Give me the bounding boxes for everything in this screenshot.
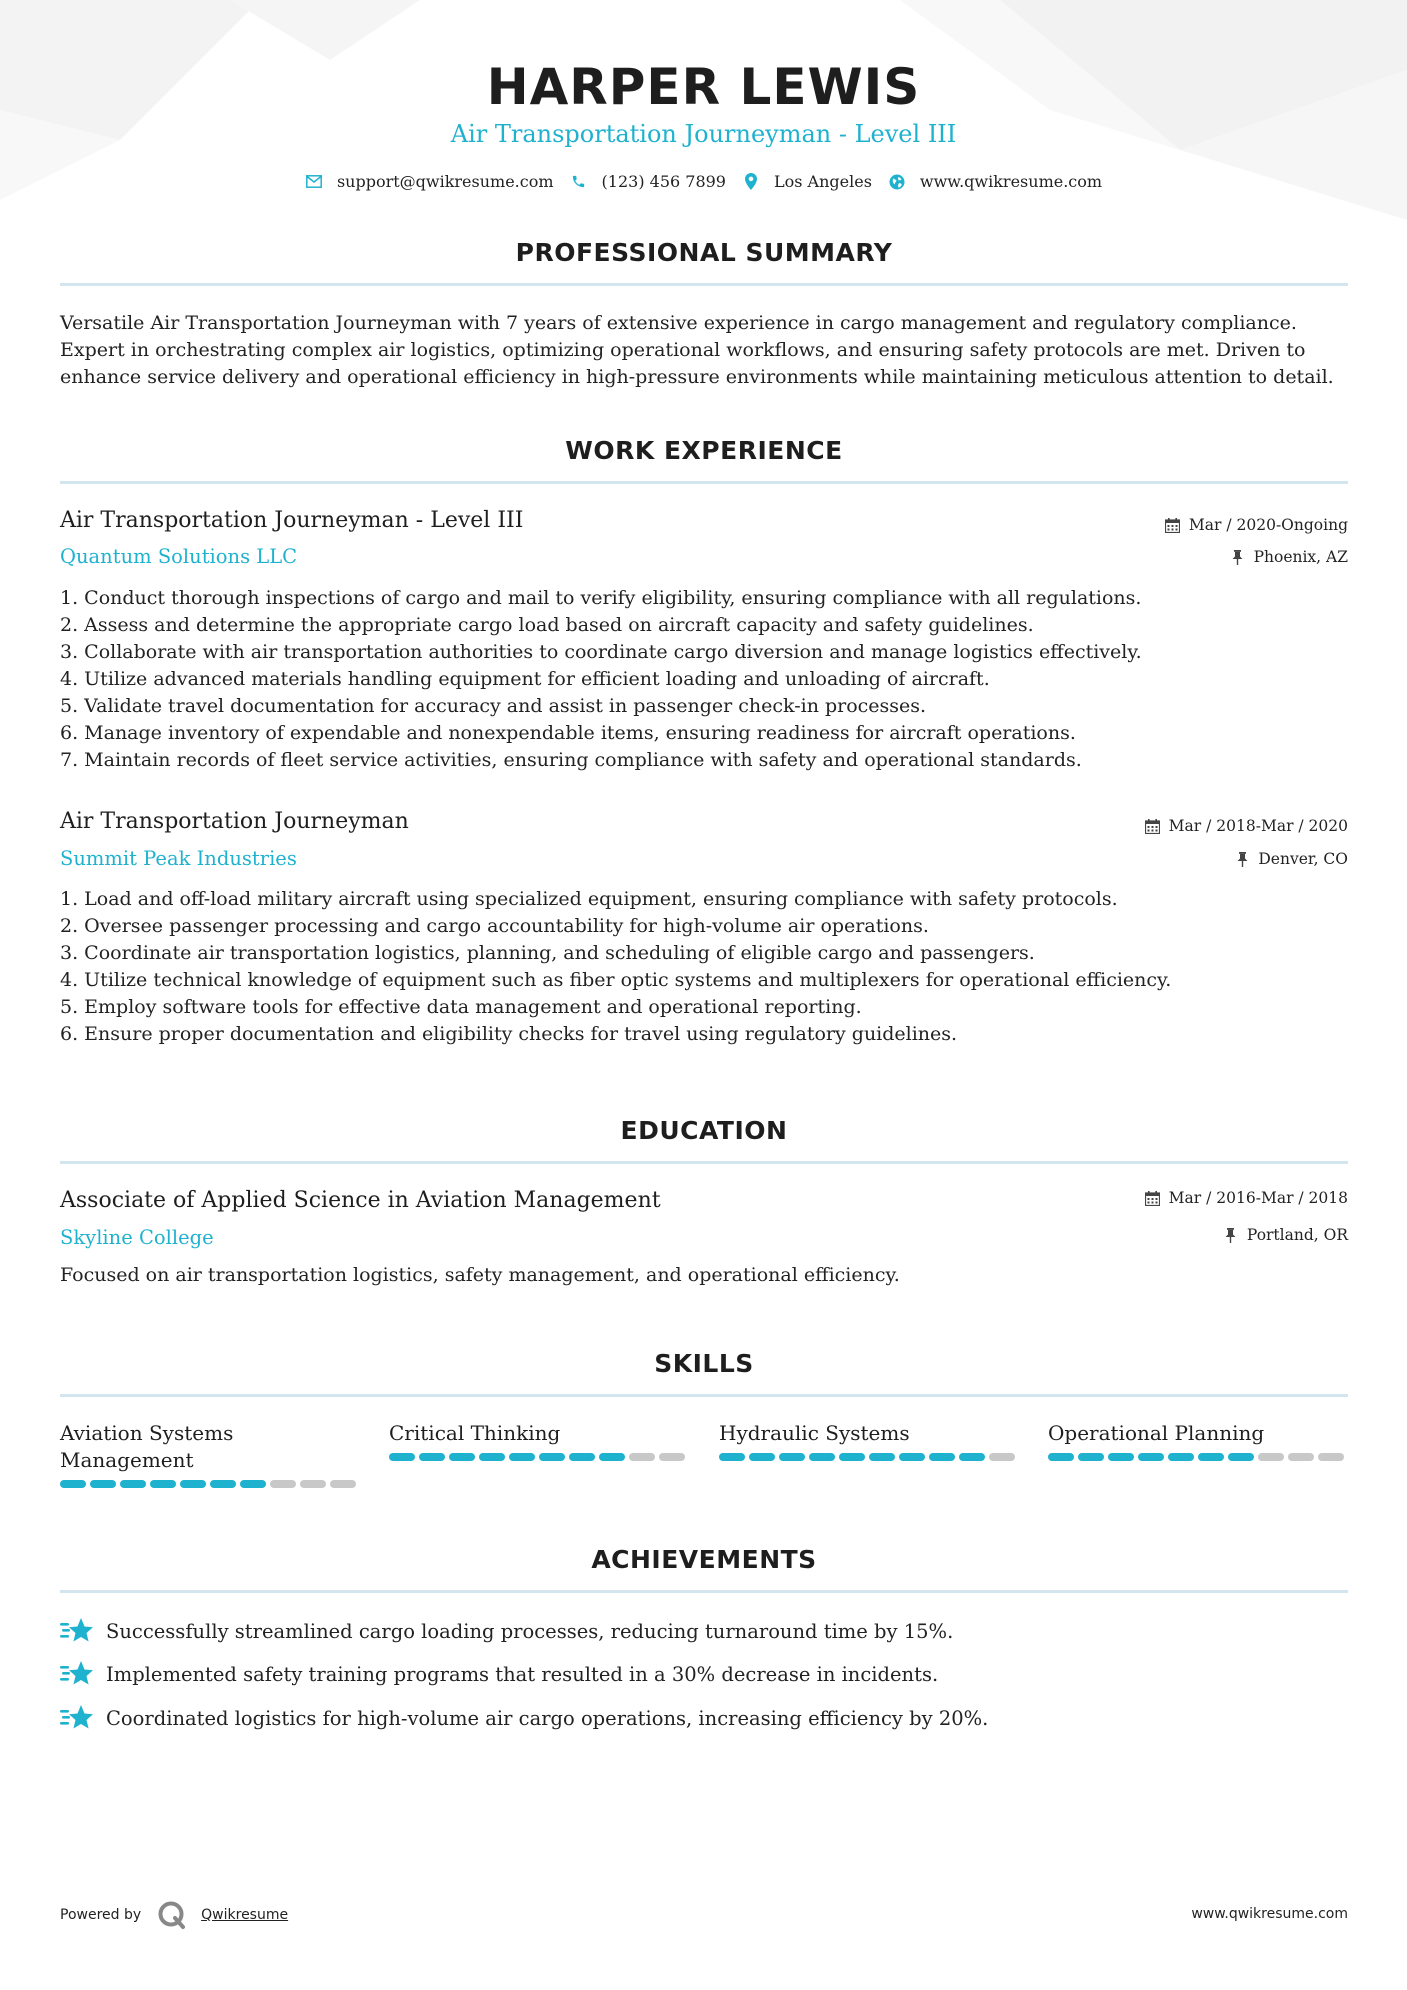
envelope-icon <box>305 173 323 191</box>
skill-name-line: Hydraulic Systems <box>719 1421 910 1445</box>
job-title: Air Transportation Journeyman <box>60 809 409 834</box>
achievement-text: Coordinated logistics for high-volume air cargo operations, increasing efficiency by 20%. <box>106 1706 989 1730</box>
summary-line: Versatile Air Transportation Journeyman with 7 years of extensive experience in cargo management and regulatory compliance. <box>60 312 1297 334</box>
skill-segment-filled <box>1048 1453 1074 1461</box>
calendar-icon <box>1165 517 1181 533</box>
skill-segment-filled <box>809 1453 835 1461</box>
calendar-icon <box>1145 1190 1161 1206</box>
education-degree: Associate of Applied Science in Aviation Management <box>60 1188 661 1213</box>
job-location <box>1234 850 1348 868</box>
job-dates <box>1145 817 1348 835</box>
skill-segment-filled <box>599 1453 625 1461</box>
skill-segment-empty <box>1258 1453 1284 1461</box>
list-item: 2. Assess and determine the appropriate cargo load based on aircraft capacity and safety guidelines. <box>60 614 1034 636</box>
achievement-item <box>60 1659 938 1689</box>
skill-item <box>719 1420 1019 1461</box>
skill-segment-filled <box>1228 1453 1254 1461</box>
calendar-icon <box>1145 818 1161 834</box>
education-dates-text: Mar / 2016-Mar / 2018 <box>1168 1189 1348 1207</box>
skill-segment-filled <box>929 1453 955 1461</box>
skill-segment-filled <box>1198 1453 1224 1461</box>
job-dates-text: Mar / 2018-Mar / 2020 <box>1168 817 1348 835</box>
skill-segment-empty <box>989 1453 1015 1461</box>
achievement-text: Implemented safety training programs that resulted in a 30% decrease in incidents. <box>106 1662 939 1686</box>
skill-name <box>1048 1420 1348 1447</box>
job-location-text: Phoenix, AZ <box>1253 548 1348 566</box>
skill-segment-empty <box>300 1480 326 1488</box>
skill-segment-empty <box>1318 1453 1344 1461</box>
job-dates <box>1165 516 1348 534</box>
skill-name <box>60 1420 360 1474</box>
list-item: 3. Collaborate with air transportation authorities to coordinate cargo diversion and manage logistics effectively. <box>60 641 1142 663</box>
skill-item <box>1048 1420 1348 1461</box>
pushpin-icon <box>1234 851 1250 867</box>
skill-segment-filled <box>479 1453 505 1461</box>
section-title-achievements: ACHIEVEMENTS <box>591 1545 817 1574</box>
section-divider <box>60 481 1348 484</box>
skill-name <box>719 1420 1019 1447</box>
qwikresume-link[interactable]: Qwikresume <box>201 1907 289 1923</box>
section-title-summary: PROFESSIONAL SUMMARY <box>515 238 893 267</box>
section-title-skills: SKILLS <box>654 1349 754 1378</box>
contact-email[interactable] <box>305 172 554 191</box>
section-title-education: EDUCATION <box>620 1116 788 1145</box>
list-item: 3. Coordinate air transportation logistics, planning, and scheduling of eligible cargo and passengers. <box>60 942 1035 964</box>
skill-segment-filled <box>1168 1453 1194 1461</box>
skill-segment-empty <box>270 1480 296 1488</box>
skill-level-bar <box>60 1480 360 1488</box>
job-title: Air Transportation Journeyman - Level III <box>60 508 524 533</box>
shooting-star-icon <box>60 1616 94 1646</box>
skill-segment-filled <box>779 1453 805 1461</box>
skill-segment-filled <box>1108 1453 1134 1461</box>
list-item: 1. Load and off-load military aircraft using specialized equipment, ensuring compliance with safety protocols. <box>60 888 1118 910</box>
skill-segment-empty <box>1288 1453 1314 1461</box>
skill-segment-filled <box>419 1453 445 1461</box>
skill-segment-filled <box>240 1480 266 1488</box>
skill-segment-filled <box>90 1480 116 1488</box>
skill-segment-filled <box>210 1480 236 1488</box>
job-company: Quantum Solutions LLC <box>60 545 298 568</box>
skill-segment-empty <box>629 1453 655 1461</box>
summary-line: enhance service delivery and operational efficiency in high-pressure environments while maintaining meticulous attention to detail. <box>60 366 1334 388</box>
skill-segment-filled <box>539 1453 565 1461</box>
education-dates <box>1145 1189 1348 1207</box>
footer-website-link[interactable]: www.qwikresume.com <box>1191 1906 1348 1922</box>
skill-segment-filled <box>869 1453 895 1461</box>
education-location <box>1223 1226 1348 1244</box>
job-responsibilities <box>60 886 1350 1048</box>
section-divider <box>60 283 1348 286</box>
skill-segment-filled <box>839 1453 865 1461</box>
skill-item <box>60 1420 360 1488</box>
contact-website[interactable] <box>888 172 1102 191</box>
skill-segment-filled <box>569 1453 595 1461</box>
skill-segment-filled <box>1138 1453 1164 1461</box>
skill-level-bar <box>719 1453 1019 1461</box>
skill-level-bar <box>1048 1453 1348 1461</box>
qwikresume-logo-icon <box>157 1900 187 1930</box>
list-item: 4. Utilize advanced materials handling equipment for efficient loading and unloading of aircraft. <box>60 668 990 690</box>
contact-website-text: www.qwikresume.com <box>919 172 1103 191</box>
job-company: Summit Peak Industries <box>60 847 297 870</box>
summary-text <box>60 310 1360 391</box>
education-location-text: Portland, OR <box>1246 1226 1348 1244</box>
pushpin-icon <box>1230 549 1246 565</box>
list-item: 1. Conduct thorough inspections of cargo and mail to verify eligibility, ensuring compliance with all regulations. <box>60 587 1142 609</box>
section-title-experience: WORK EXPERIENCE <box>565 436 843 465</box>
achievement-text: Successfully streamlined cargo loading processes, reducing turnaround time by 15%. <box>106 1619 954 1643</box>
powered-by-label: Powered by <box>60 1907 142 1923</box>
job-responsibilities <box>60 585 1350 774</box>
shooting-star-icon <box>60 1659 94 1689</box>
candidate-name: HARPER LEWIS <box>486 58 921 116</box>
skill-name <box>389 1420 689 1447</box>
pushpin-icon <box>1223 1227 1239 1243</box>
section-divider <box>60 1590 1348 1593</box>
list-item: 4. Utilize technical knowledge of equipment such as fiber optic systems and multiplexers for operational efficiency. <box>60 969 1172 991</box>
skill-segment-filled <box>180 1480 206 1488</box>
skill-segment-filled <box>719 1453 745 1461</box>
skill-segment-filled <box>449 1453 475 1461</box>
list-item: 6. Ensure proper documentation and eligibility checks for travel using regulatory guidelines. <box>60 1023 958 1045</box>
achievement-item <box>60 1703 988 1733</box>
skill-segment-filled <box>60 1480 86 1488</box>
contact-bar <box>0 172 1407 191</box>
footer-powered-by <box>60 1900 288 1930</box>
contact-phone-text: (123) 456 7899 <box>601 172 726 191</box>
contact-phone[interactable] <box>570 172 726 191</box>
phone-icon <box>570 173 588 191</box>
list-item: 7. Maintain records of fleet service activities, ensuring compliance with safety and operational standards. <box>60 749 1082 771</box>
job-dates-text: Mar / 2020-Ongoing <box>1188 516 1348 534</box>
skill-name-line: Management <box>60 1448 194 1472</box>
map-pin-icon <box>742 173 760 191</box>
job-location-text: Denver, CO <box>1258 850 1348 868</box>
skill-segment-empty <box>330 1480 356 1488</box>
job-location <box>1230 548 1348 566</box>
skill-segment-filled <box>899 1453 925 1461</box>
list-item: 2. Oversee passenger processing and cargo accountability for high-volume air operations. <box>60 915 929 937</box>
contact-location <box>742 172 872 191</box>
education-school: Skyline College <box>60 1226 214 1249</box>
globe-icon <box>888 173 906 191</box>
section-divider <box>60 1394 1348 1397</box>
list-item: 5. Employ software tools for effective data management and operational reporting. <box>60 996 862 1018</box>
skill-name-line: Operational Planning <box>1048 1421 1265 1445</box>
summary-line: Expert in orchestrating complex air logistics, optimizing operational workflows, and ensuring safety protocols are met. Driven to <box>60 339 1306 361</box>
skill-segment-filled <box>509 1453 535 1461</box>
list-item: 5. Validate travel documentation for accuracy and assist in passenger check-in processes. <box>60 695 927 717</box>
skill-name-line: Critical Thinking <box>389 1421 561 1445</box>
skill-name-line: Aviation Systems <box>60 1421 234 1445</box>
skill-segment-filled <box>389 1453 415 1461</box>
contact-email-text: support@qwikresume.com <box>336 172 554 191</box>
section-divider <box>60 1161 1348 1164</box>
achievement-item <box>60 1616 953 1646</box>
skill-segment-filled <box>959 1453 985 1461</box>
skill-segment-filled <box>150 1480 176 1488</box>
skill-level-bar <box>389 1453 689 1461</box>
shooting-star-icon <box>60 1703 94 1733</box>
skill-item <box>389 1420 689 1461</box>
education-description: Focused on air transportation logistics, safety management, and operational efficiency. <box>60 1264 900 1286</box>
candidate-role: Air Transportation Journeyman - Level III <box>450 120 957 148</box>
skill-segment-filled <box>120 1480 146 1488</box>
skill-segment-filled <box>1078 1453 1104 1461</box>
contact-location-text: Los Angeles <box>773 172 872 191</box>
skill-segment-empty <box>659 1453 685 1461</box>
skill-segment-filled <box>749 1453 775 1461</box>
list-item: 6. Manage inventory of expendable and nonexpendable items, ensuring readiness for aircraft operations. <box>60 722 1076 744</box>
